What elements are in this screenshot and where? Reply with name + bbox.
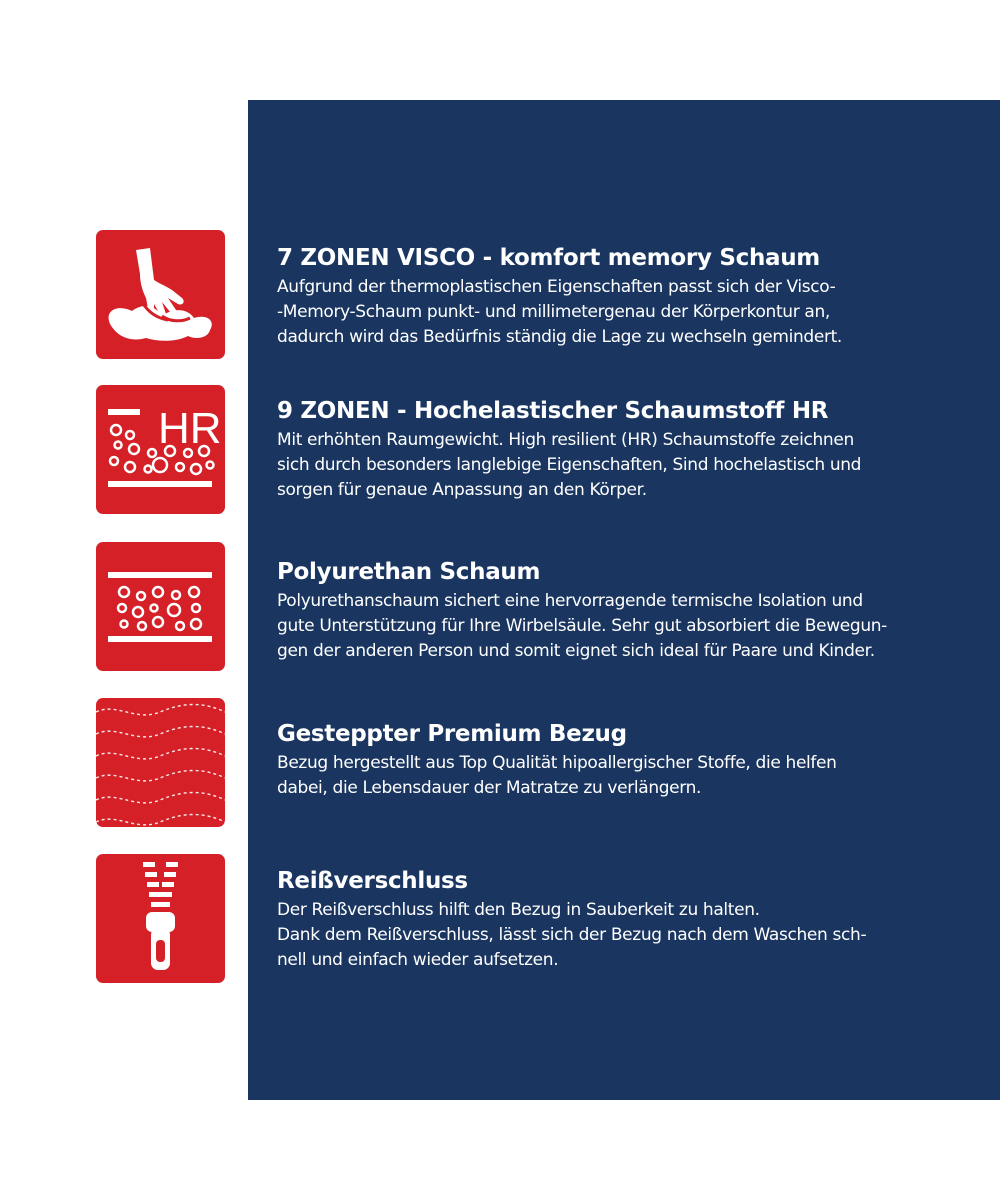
foam-layer-icon bbox=[96, 542, 225, 671]
feature-title: Reißverschluss bbox=[277, 868, 468, 894]
hr-foam-icon bbox=[96, 385, 225, 514]
zipper-icon bbox=[96, 854, 225, 983]
feature-zipper bbox=[277, 866, 977, 973]
feature-title: 7 ZONEN VISCO - komfort memory Schaum bbox=[277, 245, 820, 271]
feature-text-line: nell und einfach wieder aufsetzen. bbox=[277, 950, 559, 970]
feature-text-line: Aufgrund der thermoplastischen Eigenschaften passt sich der Visco- bbox=[277, 277, 836, 297]
feature-title: Gesteppter Premium Bezug bbox=[277, 721, 627, 747]
feature-polyurethane bbox=[277, 557, 977, 664]
feature-text-line: Der Reißverschluss hilft den Bezug in Sauberkeit zu halten. bbox=[277, 900, 760, 920]
quilted-fabric-icon bbox=[96, 698, 225, 827]
feature-text-line: dadurch wird das Bedürfnis ständig die Lage zu wechseln gemindert. bbox=[277, 327, 842, 347]
feature-visco bbox=[277, 243, 977, 350]
feature-text-line: Polyurethanschaum sichert eine hervorragende termische Isolation und bbox=[277, 591, 863, 611]
feature-hr-foam bbox=[277, 396, 977, 503]
feature-text-line: Bezug hergestellt aus Top Qualität hipoallergischer Stoffe, die helfen bbox=[277, 753, 837, 773]
feature-text-line: Mit erhöhten Raumgewicht. High resilient (HR) Schaumstoffe zeichnen bbox=[277, 430, 854, 450]
feature-title: Polyurethan Schaum bbox=[277, 559, 541, 585]
feature-text-line: sorgen für genaue Anpassung an den Körper. bbox=[277, 480, 647, 500]
feature-cover bbox=[277, 719, 977, 801]
feature-text-line: -Memory-Schaum punkt- und millimetergenau der Körperkontur an, bbox=[277, 302, 830, 322]
feature-text-line: gute Unterstützung für Ihre Wirbelsäule. Sehr gut absorbiert die Bewegun- bbox=[277, 616, 887, 636]
hr-label: HR bbox=[158, 404, 222, 453]
feature-text-line: gen der anderen Person und somit eignet sich ideal für Paare und Kinder. bbox=[277, 641, 875, 661]
feature-text-line: sich durch besonders langlebige Eigenschaften, Sind hochelastisch und bbox=[277, 455, 862, 475]
feature-title: 9 ZONEN - Hochelastischer Schaumstoff HR bbox=[277, 398, 829, 424]
feature-text-line: Dank dem Reißverschluss, lässt sich der Bezug nach dem Waschen sch- bbox=[277, 925, 867, 945]
feature-text-line: dabei, die Lebensdauer der Matratze zu verlängern. bbox=[277, 778, 702, 798]
hand-on-foam-icon bbox=[96, 230, 225, 359]
